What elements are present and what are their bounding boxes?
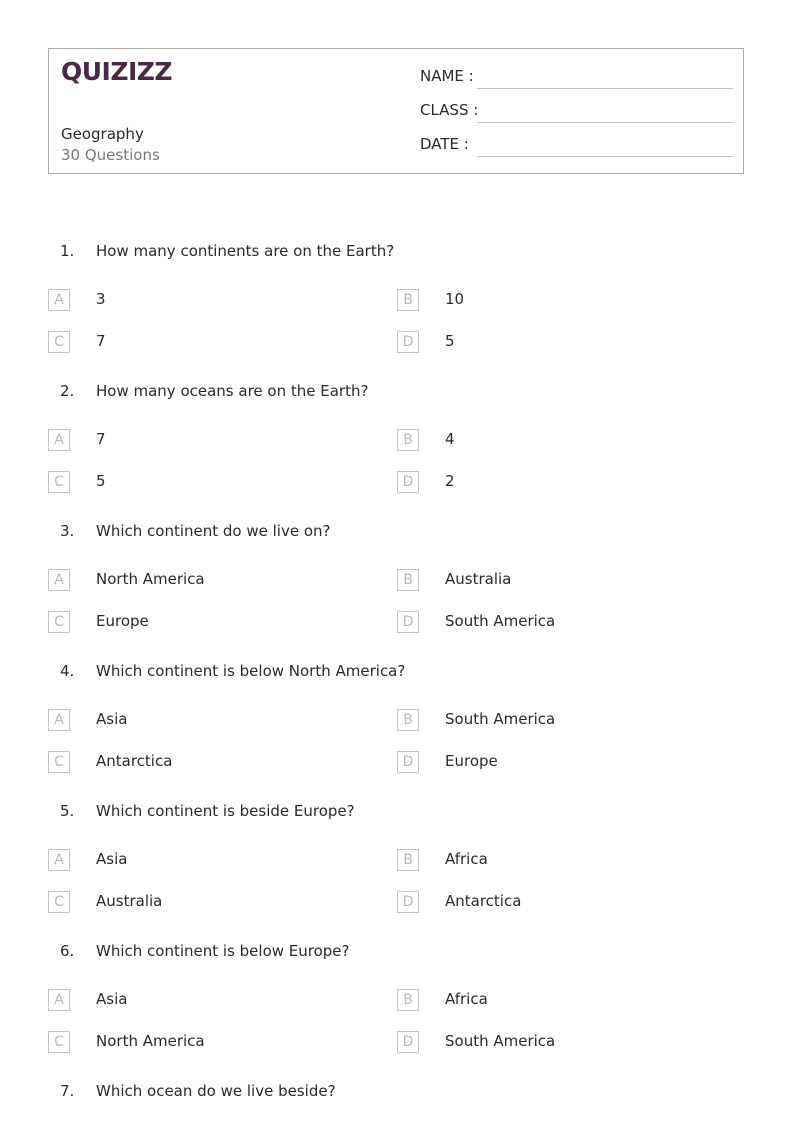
option-letter-box[interactable]: C xyxy=(48,471,70,493)
option-c[interactable] xyxy=(48,331,388,355)
option-letter-box[interactable]: A xyxy=(48,849,70,871)
option-text: 4 xyxy=(445,430,455,448)
option-letter-box[interactable]: B xyxy=(397,989,419,1011)
worksheet-subject: Geography xyxy=(61,125,144,143)
question-count: 30 Questions xyxy=(61,146,160,164)
option-letter-box[interactable]: B xyxy=(397,429,419,451)
option-letter-box[interactable]: C xyxy=(48,891,70,913)
option-text: 3 xyxy=(96,290,106,308)
option-text: Antarctica xyxy=(96,752,173,770)
option-a[interactable] xyxy=(48,709,388,733)
option-text: South America xyxy=(445,612,556,630)
option-b[interactable] xyxy=(397,429,737,453)
option-letter-box[interactable]: B xyxy=(397,569,419,591)
question-5 xyxy=(0,802,794,826)
option-letter-box[interactable]: A xyxy=(48,569,70,591)
option-letter-box[interactable]: C xyxy=(48,1031,70,1053)
question-6 xyxy=(0,942,794,966)
worksheet-header xyxy=(48,48,744,174)
question-number: 7. xyxy=(60,1082,75,1100)
option-b[interactable] xyxy=(397,289,737,313)
question-text: Which continent is below Europe? xyxy=(96,942,350,960)
date-line[interactable] xyxy=(477,156,733,157)
question-text: Which ocean do we live beside? xyxy=(96,1082,336,1100)
question-number: 6. xyxy=(60,942,75,960)
option-a[interactable] xyxy=(48,429,388,453)
option-letter-box[interactable]: A xyxy=(48,289,70,311)
class-field[interactable] xyxy=(420,101,733,123)
option-b[interactable] xyxy=(397,849,737,873)
option-letter-box[interactable]: C xyxy=(48,611,70,633)
option-text: 7 xyxy=(96,332,106,350)
option-d[interactable] xyxy=(397,331,737,355)
option-b[interactable] xyxy=(397,989,737,1013)
option-text: Asia xyxy=(96,990,128,1008)
option-text: 5 xyxy=(445,332,455,350)
option-text: Europe xyxy=(96,612,149,630)
option-text: Africa xyxy=(445,850,488,868)
option-text: Antarctica xyxy=(445,892,522,910)
question-1 xyxy=(0,242,794,266)
option-letter-box[interactable]: B xyxy=(397,709,419,731)
question-3 xyxy=(0,522,794,546)
option-a[interactable] xyxy=(48,289,388,313)
question-4 xyxy=(0,662,794,686)
question-number: 3. xyxy=(60,522,75,540)
option-a[interactable] xyxy=(48,569,388,593)
question-number: 2. xyxy=(60,382,75,400)
question-text: Which continent do we live on? xyxy=(96,522,331,540)
option-d[interactable] xyxy=(397,1031,737,1055)
option-letter-box[interactable]: B xyxy=(397,289,419,311)
question-text: Which continent is beside Europe? xyxy=(96,802,355,820)
option-b[interactable] xyxy=(397,709,737,733)
option-text: 10 xyxy=(445,290,465,308)
option-text: North America xyxy=(96,570,205,588)
option-text: Europe xyxy=(445,752,498,770)
option-text: 7 xyxy=(96,430,106,448)
option-letter-box[interactable]: D xyxy=(397,471,419,493)
option-letter-box[interactable]: C xyxy=(48,331,70,353)
class-line[interactable] xyxy=(477,122,733,123)
date-label: DATE : xyxy=(420,135,469,153)
name-field[interactable] xyxy=(420,67,733,89)
option-d[interactable] xyxy=(397,891,737,915)
option-c[interactable] xyxy=(48,611,388,635)
option-letter-box[interactable]: A xyxy=(48,709,70,731)
option-letter-box[interactable]: A xyxy=(48,429,70,451)
option-letter-box[interactable]: D xyxy=(397,751,419,773)
option-letter-box[interactable]: A xyxy=(48,989,70,1011)
option-letter-box[interactable]: C xyxy=(48,751,70,773)
option-letter-box[interactable]: D xyxy=(397,611,419,633)
option-c[interactable] xyxy=(48,751,388,775)
question-number: 5. xyxy=(60,802,75,820)
option-a[interactable] xyxy=(48,989,388,1013)
question-number: 1. xyxy=(60,242,75,260)
quizizz-logo: QUIZIZZ xyxy=(61,57,173,86)
option-text: North America xyxy=(96,1032,205,1050)
question-number: 4. xyxy=(60,662,75,680)
option-text: South America xyxy=(445,710,556,728)
option-d[interactable] xyxy=(397,611,737,635)
question-2 xyxy=(0,382,794,406)
option-letter-box[interactable]: D xyxy=(397,1031,419,1053)
option-text: 2 xyxy=(445,472,455,490)
question-text: How many oceans are on the Earth? xyxy=(96,382,369,400)
option-c[interactable] xyxy=(48,471,388,495)
option-d[interactable] xyxy=(397,471,737,495)
option-d[interactable] xyxy=(397,751,737,775)
option-text: Asia xyxy=(96,850,128,868)
date-field[interactable] xyxy=(420,135,733,157)
option-text: 5 xyxy=(96,472,106,490)
question-text: How many continents are on the Earth? xyxy=(96,242,395,260)
option-letter-box[interactable]: D xyxy=(397,891,419,913)
option-b[interactable] xyxy=(397,569,737,593)
question-text: Which continent is below North America? xyxy=(96,662,406,680)
option-text: Asia xyxy=(96,710,128,728)
name-line[interactable] xyxy=(477,88,733,89)
option-letter-box[interactable]: D xyxy=(397,331,419,353)
option-text: Africa xyxy=(445,990,488,1008)
class-label: CLASS : xyxy=(420,101,479,119)
option-c[interactable] xyxy=(48,891,388,915)
option-a[interactable] xyxy=(48,849,388,873)
question-7 xyxy=(0,1082,794,1106)
option-letter-box[interactable]: B xyxy=(397,849,419,871)
option-text: Australia xyxy=(96,892,163,910)
option-text: Australia xyxy=(445,570,512,588)
option-text: South America xyxy=(445,1032,556,1050)
option-c[interactable] xyxy=(48,1031,388,1055)
name-label: NAME : xyxy=(420,67,474,85)
